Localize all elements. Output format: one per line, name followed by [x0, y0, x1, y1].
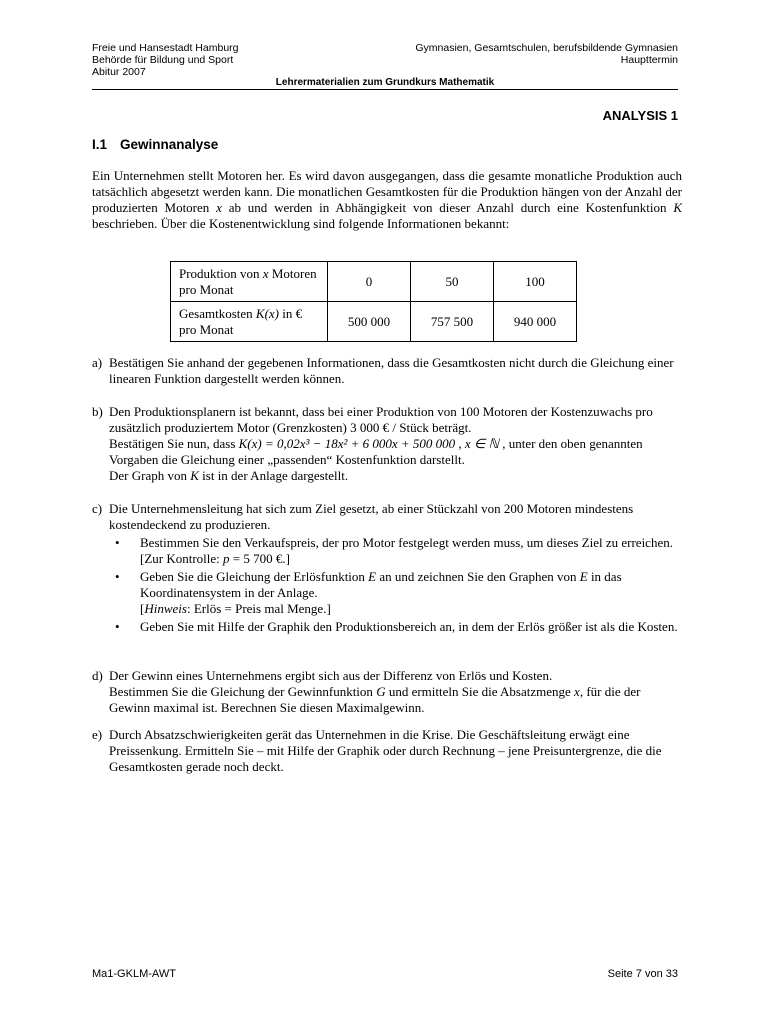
table-label-variable: x: [262, 265, 269, 281]
table-cell: 50: [411, 262, 494, 302]
table-label-text: in €: [279, 305, 303, 321]
bullet-text: = 5 700 €.]: [229, 551, 290, 566]
intro-text: Ein Unternehmen stellt Motoren her. Es wird davon ausgegangen, dass die gesamte monatliche Produktion auch tatsächlich abgesetzt werden kann. Die monatlichen Gesamtkosten für die Produktion hängen von der Anzahl der produzierten Motoren: [92, 168, 682, 215]
bullet-variable: E: [579, 569, 588, 584]
header-left-line: Freie und Hansestadt Hamburg: [92, 42, 239, 54]
task-b: [92, 404, 682, 484]
task-text-part: Der Graph von: [109, 468, 191, 483]
bullet-variable: E: [368, 569, 377, 584]
table-row: [171, 302, 577, 342]
task-variable: K: [190, 468, 199, 483]
task-text-part: Bestätigen Sie nun, dass: [109, 436, 239, 451]
section-title-text: Gewinnanalyse: [120, 137, 219, 152]
task-a: [92, 355, 682, 387]
task-text: Bestätigen Sie anhand der gegebenen Informationen, dass die Gesamtkosten nicht durch die Gleichung einer linearen Funktion dargestellt werden können.: [109, 355, 674, 386]
intro-text: ab und werden in Abhängigkeit von dieser Anzahl durch eine Kostenfunktion: [221, 200, 674, 215]
table-row-header: [171, 262, 328, 302]
task-text: Den Produktionsplanern ist bekannt, dass bei einer Produktion von 100 Motoren der Kostenzuwachs pro zusätzlich produziertem Motor (Grenzkosten) 3 000 € / Stück beträgt.: [109, 404, 653, 435]
task-variable: G: [376, 684, 386, 699]
section-title: [92, 137, 218, 152]
task-text: [109, 684, 682, 716]
table-label-text: Motoren: [268, 265, 317, 281]
bullet-icon: •: [115, 569, 120, 584]
table-cell: 100: [494, 262, 577, 302]
table-row-header: [171, 302, 328, 342]
header-left-line: Abitur 2007: [92, 66, 146, 78]
table-label-text: Produktion von: [179, 265, 263, 281]
task-text: [109, 468, 682, 484]
bullet-text: an und zeichnen Sie den Graphen von: [376, 569, 580, 584]
footer-page-number: Seite 7 von 33: [607, 968, 678, 980]
task-variable: x: [574, 684, 580, 699]
task-text: Der Gewinn eines Unternehmens ergibt sich aus der Differenz von Erlös und Kosten.: [109, 668, 553, 683]
header-right-line: Gymnasien, Gesamtschulen, berufsbildende Gymnasien: [415, 42, 678, 54]
table-label-variable: K(x): [255, 305, 280, 321]
cost-formula: K(x) = 0,02x³ − 18x² + 6 000x + 500 000 , x ∈ ℕ: [238, 436, 499, 451]
task-text-part: , für die der Gewinn maximal ist. Berechnen Sie diesen Maximalgewinn.: [109, 684, 641, 715]
bullet-icon: •: [115, 619, 120, 634]
header-subtitle: Lehrermaterialien zum Grundkurs Mathematik: [275, 77, 495, 88]
footer-document-id: Ma1-GKLM-AWT: [92, 968, 176, 980]
table-label-text: pro Monat: [179, 321, 234, 337]
intro-text: beschrieben. Über die Kostenentwicklung sind folgende Informationen bekannt:: [92, 216, 510, 231]
table-row: [171, 262, 577, 302]
header-right-line: Haupttermin: [620, 54, 678, 66]
task-label: c): [92, 501, 103, 516]
table-cell: 940 000: [494, 302, 577, 342]
bullet-text: Geben Sie mit Hilfe der Graphik den Produktionsbereich an, in dem der Erlös größer ist als die Kosten.: [140, 619, 678, 634]
intro-variable: K: [673, 200, 682, 215]
bullet-item: • Geben Sie die Gleichung der Erlösfunktion E an und zeichnen Sie den Graphen von E in das Koordinatensystem in der Anlage. [Hinweis: Erlös = Preis mal Menge.]: [115, 569, 622, 616]
bullet-item: [109, 619, 682, 635]
task-label: e): [92, 727, 103, 742]
task-e: [92, 727, 682, 775]
bullet-text: Bestimmen Sie den Verkaufspreis, der pro Motor festgelegt werden muss, um dieses Ziel zu erreichen. [Zur Kontrolle:: [140, 535, 673, 566]
bullet-text: : Erlös = Preis mal Menge.]: [186, 601, 331, 616]
section-number: I.1: [92, 137, 108, 152]
task-text-part: , unter den oben genannten Vorgaben die Gleichung einer „passenden“ Kostenfunktion darstellt.: [109, 436, 643, 467]
header-left: [92, 42, 239, 78]
table-cell: 500 000: [328, 302, 411, 342]
task-label: d): [92, 668, 103, 683]
task-text: Die Unternehmensleitung hat sich zum Ziel gesetzt, ab einer Stückzahl von 200 Motoren mindestens kostendeckend zu produzieren.: [109, 501, 634, 532]
bullet-text: Geben Sie die Gleichung der Erlösfunktion: [140, 569, 369, 584]
table-label-text: pro Monat: [179, 281, 234, 297]
task-text-part: Bestimmen Sie die Gleichung der Gewinnfunktion: [109, 684, 377, 699]
task-text: Durch Absatzschwierigkeiten gerät das Unternehmen in die Krise. Die Geschäftsleitung erwägt eine Preissenkung. Ermitteln Sie – mit Hilfe der Graphik oder durch Rechnung – jene Preisuntergrenze, die die Gesamtkosten gerade noch deckt.: [109, 727, 662, 774]
cost-table: [170, 261, 577, 342]
header-right: [415, 42, 678, 66]
task-label: a): [92, 355, 103, 370]
task-text-part: ist in der Anlage dargestellt.: [198, 468, 349, 483]
header-left-line: Behörde für Bildung und Sport: [92, 54, 234, 66]
task-text: [109, 436, 682, 468]
bullet-variable: p: [223, 551, 230, 566]
bullet-text: in das Koordinatensystem in der Anlage.: [140, 569, 622, 600]
task-text-part: und ermitteln Sie die Absatzmenge: [385, 684, 575, 699]
hint-label: Hinweis: [144, 601, 187, 616]
intro-paragraph: [92, 168, 682, 232]
header-divider: [92, 89, 678, 90]
task-d: [92, 668, 682, 716]
table-cell: 0: [328, 262, 411, 302]
section-label: ANALYSIS 1: [602, 108, 678, 123]
bullet-icon: •: [115, 535, 120, 550]
intro-variable: x: [216, 200, 222, 215]
task-c: [92, 501, 682, 635]
task-label: b): [92, 404, 103, 419]
bullet-item: [109, 535, 682, 567]
table-label-text: Gesamtkosten: [179, 305, 256, 321]
table-cell: 757 500: [411, 302, 494, 342]
